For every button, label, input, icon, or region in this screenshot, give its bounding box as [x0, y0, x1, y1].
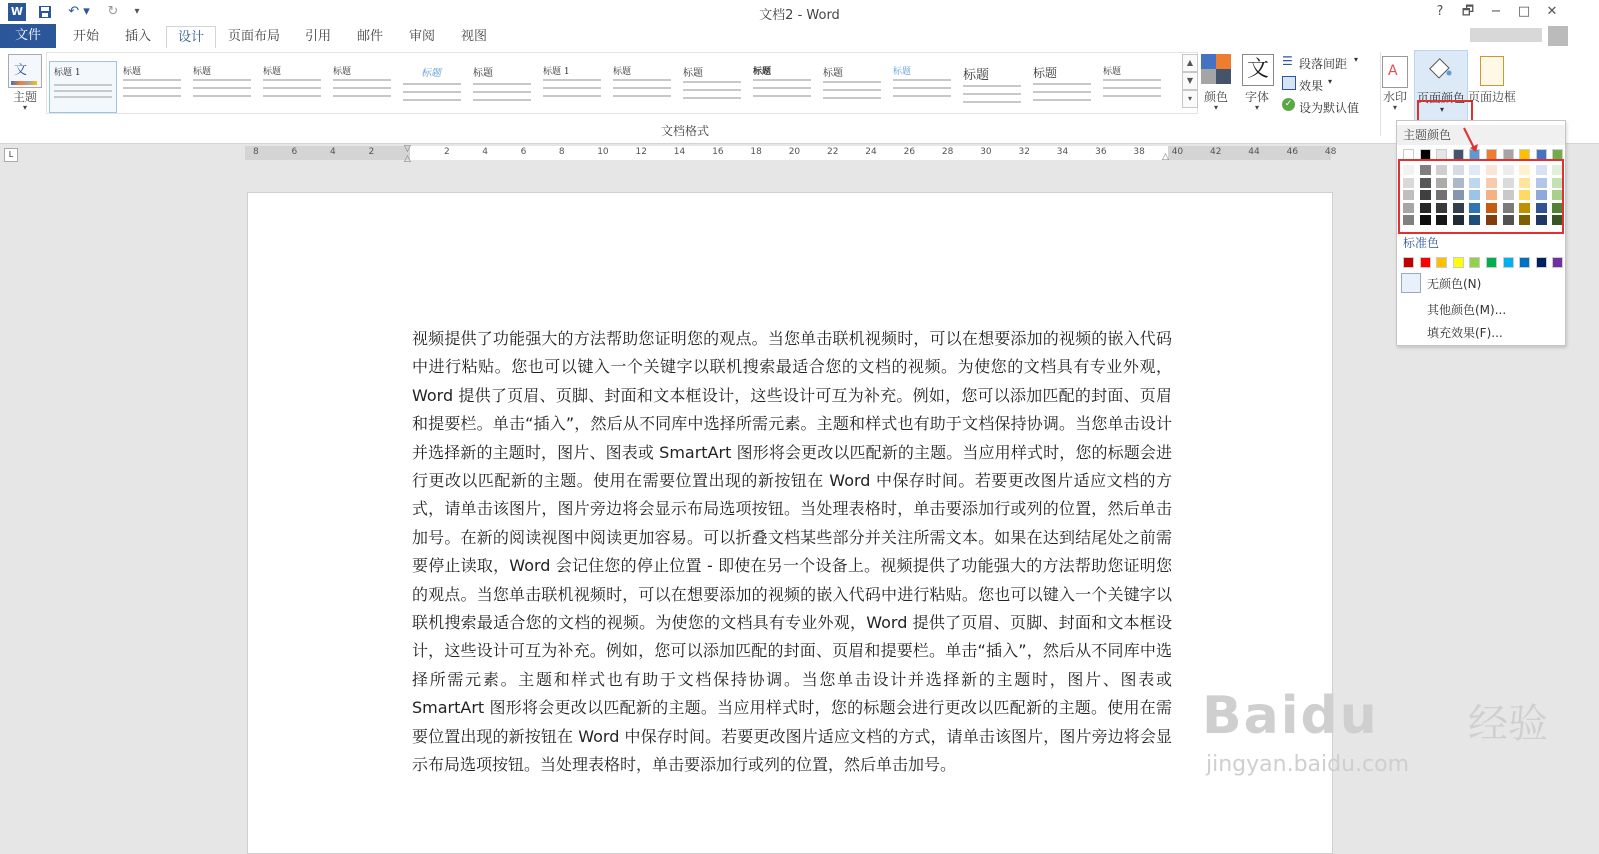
- tab-selector-icon[interactable]: L: [4, 148, 18, 162]
- undo-icon[interactable]: ↶ ▾: [68, 4, 90, 19]
- tab-file[interactable]: 文件: [0, 24, 56, 48]
- ruler-margin-left: [245, 146, 410, 160]
- redo-icon[interactable]: ↻: [107, 4, 119, 19]
- first-line-indent-icon[interactable]: ▽: [404, 144, 411, 154]
- avatar[interactable]: [1548, 26, 1568, 46]
- ruler-number: 8: [558, 147, 565, 157]
- set-as-default-button[interactable]: [1282, 98, 1374, 114]
- tab-mailings[interactable]: 邮件: [356, 29, 383, 44]
- style-set-thumb[interactable]: 标题: [469, 61, 535, 111]
- chevron-down-icon[interactable]: ▾: [1254, 103, 1259, 112]
- ruler-number: 44: [1248, 147, 1260, 157]
- document-body-text[interactable]: 视频提供了功能强大的方法帮助您证明您的观点。当您单击联机视频时，可以在想要添加的视频的嵌入代码中进行粘贴。您也可以键入一个关键字以联机搜索最适合您的文档的视频。为使您的文档具有专业外观，Word 提供了页眉、页脚、封面和文本框设计，这些设计可互为补充。例如，您可以添加匹配的封面、页眉和提要栏。单击“插入”，然后从不同库中选择所需元素。主题和样式也有助于文档保持协调。当您单击设计并选择新的主题时，图片、图表或 SmartArt 图形将会更改以匹配新的主题。当应用样式时，您的标题会进行更改以匹配新的主题。使用在需要位置出现的新按钮在 Word 中保存时间。若要更改图片适应文档的方式，请单击该图片，图片旁边将会显示布局选项按钮。当处理表格时，单击要添加行或列的位置，然后单击加号。在新的阅读视图中阅读更加容易。可以折叠文档某些部分并关注所需文本。如果在达到结尾处之前需要停止读取，Word 会记住您的停止位置 - 即使在另一个设备上。视频提供了功能强大的方法帮助您证明您的观点。当您单击联机视频时，可以在想要添加的视频的嵌入代码中进行粘贴。您也可以键入一个关键字以联机搜索最适合您的文档的视频。为使您的文档具有专业外观，Word 提供了页眉、页脚、封面和文本框设计，这些设计可互为补充。例如，您可以添加匹配的封面、页眉和提要栏。单击“插入”，然后从不同库中选择所需元素。主题和样式也有助于文档保持协调。当您单击设计并选择新的主题时，图片、图表或 SmartArt 图形将会更改以匹配新的主题。当应用样式时，您的标题会进行更改以匹配新的主题。使用在需要位置出现的新按钮在 Word 中保存时间。若要更改图片适应文档的方式，请单击该图片，图片旁边将会显示布局选项按钮。当处理表格时，单击要添加行或列的位置，然后单击加号。: [412, 329, 1172, 775]
- tab-review[interactable]: 审阅: [408, 29, 435, 44]
- ruler-number: 24: [865, 147, 877, 157]
- style-set-thumb[interactable]: 标题 1: [539, 61, 605, 111]
- ruler-number: 32: [1018, 147, 1030, 157]
- ruler-number: 16: [712, 147, 724, 157]
- style-set-thumb[interactable]: 标题: [259, 61, 325, 111]
- ruler-number: 18: [750, 147, 762, 157]
- ruler-number: 14: [673, 147, 686, 157]
- themes-icon[interactable]: [8, 54, 42, 88]
- chevron-down-icon: ▾: [1328, 77, 1333, 86]
- theme-colors-icon[interactable]: [1201, 54, 1231, 84]
- group-label-document-formatting: 文档格式: [660, 124, 709, 138]
- highlight-box: [1417, 100, 1473, 122]
- tab-design[interactable]: 设计: [166, 26, 216, 50]
- tab-view[interactable]: 视图: [460, 29, 487, 44]
- effects-button[interactable]: [1282, 76, 1374, 92]
- ribbon-display-options-button[interactable]: 🗗: [1461, 4, 1475, 19]
- page-border-label[interactable]: 页面边框: [1467, 90, 1516, 104]
- style-set-thumb[interactable]: 标题: [329, 61, 395, 111]
- chevron-down-icon[interactable]: ▾: [1440, 105, 1445, 114]
- style-set-thumb[interactable]: 标题 1: [49, 61, 117, 113]
- theme-fonts-label[interactable]: 字体: [1244, 90, 1269, 104]
- watermark-brand: Baidu: [1202, 686, 1379, 746]
- themes-glyph: 文: [14, 63, 28, 78]
- style-set-thumb[interactable]: 标题: [959, 61, 1025, 111]
- checkmark-icon: ✓: [1282, 98, 1295, 111]
- ruler-number: 2: [444, 147, 450, 157]
- page-border-icon[interactable]: [1480, 56, 1504, 86]
- ruler-bar: [0, 144, 1599, 164]
- style-set-thumb[interactable]: 标题: [679, 61, 745, 111]
- style-set-thumb[interactable]: 标题: [399, 61, 465, 111]
- baidu-watermark-logo: [1200, 686, 1580, 806]
- watermark-label[interactable]: 水印: [1382, 90, 1407, 104]
- watermark-icon[interactable]: A: [1382, 56, 1408, 88]
- ruler-number: 22: [827, 147, 839, 157]
- style-set-thumb[interactable]: 标题: [749, 61, 815, 111]
- standard-color-swatch[interactable]: [1469, 257, 1480, 268]
- ruler-number: 6: [291, 147, 298, 157]
- highlight-box-shades: [1398, 159, 1564, 234]
- standard-color-swatch[interactable]: [1403, 257, 1414, 268]
- ruler-number: 36: [1095, 147, 1107, 157]
- style-set-thumb[interactable]: 标题: [119, 61, 185, 111]
- standard-color-swatch[interactable]: [1536, 257, 1547, 268]
- standard-color-swatch[interactable]: [1486, 257, 1497, 268]
- chevron-down-icon[interactable]: ▾: [1213, 103, 1218, 112]
- horizontal-ruler[interactable]: [245, 144, 1337, 164]
- ruler-number: 40: [1171, 147, 1184, 157]
- paragraph-spacing-label: 段落间距: [1299, 57, 1348, 71]
- annotation-arrow-icon: [1462, 126, 1484, 152]
- style-set-gallery: [46, 52, 1198, 114]
- standard-color-swatch[interactable]: [1436, 257, 1447, 268]
- effects-icon: [1282, 76, 1296, 90]
- style-set-thumb[interactable]: 标题: [189, 61, 255, 111]
- style-set-thumb[interactable]: 标题: [889, 61, 955, 111]
- ruler-number: 10: [597, 147, 609, 157]
- tab-insert[interactable]: 插入: [124, 29, 151, 44]
- paragraph-spacing-icon: ☰: [1282, 54, 1293, 68]
- ruler-number: 6: [520, 147, 527, 157]
- chevron-down-icon[interactable]: ▾: [1392, 103, 1397, 112]
- word-logo-icon: W: [8, 3, 26, 21]
- chevron-down-icon: ▾: [1354, 55, 1359, 64]
- style-set-thumb[interactable]: 标题: [609, 61, 675, 111]
- set-as-default-label: 设为默认值: [1299, 101, 1360, 115]
- theme-colors-header: 主题颜色: [1397, 125, 1565, 145]
- ruler-number: 42: [1210, 147, 1222, 157]
- standard-color-swatch[interactable]: [1519, 257, 1530, 268]
- paragraph-spacing-button[interactable]: [1282, 54, 1374, 70]
- ribbon-design: [0, 48, 1599, 144]
- ruler-number: 26: [903, 147, 916, 157]
- page-color-label: 页面颜色: [1416, 91, 1465, 105]
- title-bar: [0, 0, 1599, 24]
- no-color-icon: [1401, 273, 1421, 293]
- ruler-number: 20: [788, 147, 801, 157]
- standard-color-swatch[interactable]: [1503, 257, 1514, 268]
- standard-color-swatch[interactable]: [1420, 257, 1431, 268]
- tab-references[interactable]: 引用: [304, 29, 331, 44]
- theme-fonts-icon[interactable]: 文: [1242, 54, 1274, 86]
- ruler-number: 28: [941, 147, 954, 157]
- ruler-number: 30: [980, 147, 992, 157]
- tab-home[interactable]: 开始: [72, 29, 99, 44]
- theme-colors-label[interactable]: 颜色: [1203, 90, 1228, 104]
- more-colors-menu-item[interactable]: 其他颜色(M)...: [1427, 303, 1507, 317]
- style-set-thumb[interactable]: 标题: [1029, 61, 1095, 111]
- fill-effects-menu-item[interactable]: 填充效果(F)...: [1427, 326, 1503, 340]
- paint-bucket-icon: [1427, 55, 1453, 83]
- ruler-number: 2: [368, 147, 375, 157]
- style-set-thumb[interactable]: 标题: [819, 61, 885, 111]
- ruler-number: 34: [1056, 147, 1069, 157]
- ruler-number: 12: [635, 147, 647, 157]
- customize-qat-icon[interactable]: ▾: [134, 6, 140, 17]
- help-button[interactable]: ?: [1436, 4, 1444, 19]
- style-set-thumb[interactable]: 标题: [1099, 61, 1165, 111]
- ruler-number: 4: [330, 147, 336, 157]
- standard-color-swatch[interactable]: [1552, 257, 1563, 268]
- gallery-scroll-up-icon[interactable]: ▲: [1182, 54, 1198, 72]
- watermark-cn: 经验: [1468, 701, 1548, 747]
- hanging-indent-icon[interactable]: △: [404, 154, 411, 164]
- ruler-number: 48: [1324, 147, 1337, 157]
- right-indent-icon[interactable]: △: [1162, 152, 1169, 162]
- ruler-number: 46: [1286, 147, 1299, 157]
- no-color-menu-item[interactable]: 无颜色(N): [1427, 277, 1482, 291]
- themes-label: 主题: [12, 90, 37, 104]
- minimize-button[interactable]: −: [1490, 4, 1502, 19]
- window-title: 文档2 - Word: [759, 8, 840, 23]
- ribbon-tabs: [0, 24, 1599, 49]
- themes-dropdown-icon[interactable]: ▾: [22, 103, 27, 112]
- gallery-scroll-down-icon[interactable]: ▼: [1182, 72, 1198, 90]
- close-button[interactable]: ✕: [1546, 4, 1558, 19]
- watermark-url: jingyan.baidu.com: [1206, 752, 1410, 777]
- ruler-number: 38: [1133, 147, 1145, 157]
- ruler-number: 8: [253, 147, 259, 157]
- effects-label: 效果: [1299, 79, 1324, 93]
- account-name-blurred: [1470, 28, 1542, 42]
- gallery-more-icon[interactable]: ▾: [1182, 90, 1198, 108]
- standard-colors-header: 标准色: [1397, 233, 1565, 253]
- maximize-button[interactable]: □: [1517, 4, 1531, 19]
- ruler-number: 4: [482, 147, 489, 157]
- document-page: [247, 192, 1333, 854]
- tab-page-layout[interactable]: 页面布局: [227, 29, 280, 44]
- standard-color-swatch[interactable]: [1453, 257, 1464, 268]
